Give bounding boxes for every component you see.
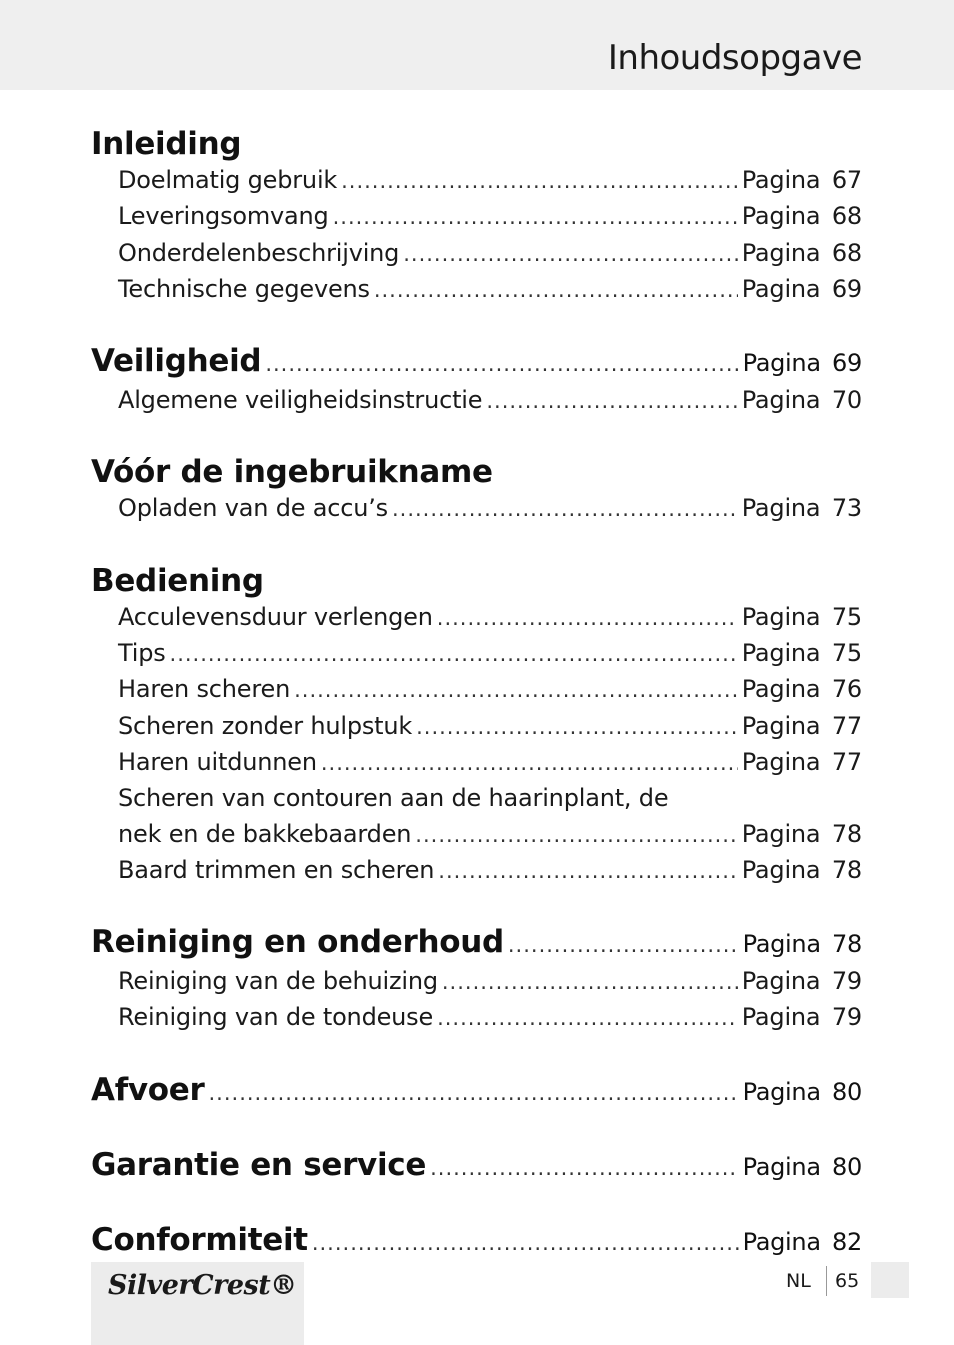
toc-entry[interactable] — [118, 383, 862, 419]
toc-entry[interactable] — [118, 199, 862, 235]
section-title: Conformiteit — [91, 1221, 308, 1258]
toc-entry[interactable] — [118, 1000, 862, 1036]
section-heading[interactable] — [91, 923, 862, 964]
section-title: Reiniging en onderhoud — [91, 924, 504, 961]
toc-section-veiligheid — [91, 342, 862, 419]
toc-section-voor-de-ingebruikname — [91, 453, 862, 527]
section-page: Pagina 82 — [742, 1227, 862, 1256]
dot-leader — [312, 1224, 739, 1262]
entry-label: Onderdelenbeschrijving — [118, 238, 400, 267]
section-page: Pagina 78 — [742, 930, 862, 959]
toc-entry[interactable] — [118, 817, 862, 853]
entry-label: Baard trimmen en scheren — [118, 855, 435, 884]
section-title: Afvoer — [91, 1071, 205, 1108]
toc-entry[interactable] — [118, 745, 862, 781]
entry-label: Haren uitdunnen — [118, 747, 317, 776]
dot-leader — [265, 345, 738, 383]
section-title: Vóór de ingebruikname — [91, 454, 493, 491]
dot-leader — [438, 854, 737, 889]
section-page: Pagina 69 — [742, 349, 862, 378]
toc-entry[interactable] — [118, 853, 862, 889]
toc-entry[interactable] — [118, 709, 862, 745]
entry-label: Reiniging van de tondeuse — [118, 1003, 434, 1032]
dot-leader — [321, 746, 738, 781]
entry-page: Pagina 73 — [741, 494, 862, 523]
toc-entry[interactable] — [118, 491, 862, 527]
entry-page: Pagina 70 — [741, 386, 862, 415]
dot-leader — [415, 818, 737, 853]
entry-label: nek en de bakkebaarden — [118, 819, 412, 848]
language-code: NL — [786, 1270, 811, 1292]
entry-page: Pagina 78 — [741, 819, 862, 848]
dot-leader — [341, 164, 738, 199]
toc-entry[interactable] — [118, 964, 862, 1000]
section-heading[interactable] — [91, 1071, 862, 1112]
dot-leader — [437, 1001, 738, 1036]
toc-entry[interactable] — [118, 272, 862, 308]
section-page: Pagina 80 — [742, 1152, 862, 1181]
entry-page: Pagina 67 — [741, 166, 862, 194]
entry-page: Pagina 68 — [741, 238, 862, 267]
section-heading[interactable] — [91, 342, 862, 383]
entry-label: Doelmatig gebruik — [118, 166, 338, 194]
dot-leader — [403, 237, 737, 272]
toc-section-bediening — [91, 562, 862, 889]
section-heading[interactable] — [91, 1221, 862, 1262]
toc-section-reiniging-en-onderhoud — [91, 923, 862, 1037]
section-heading[interactable] — [91, 1146, 862, 1187]
entry-label: Reiniging van de behuizing — [118, 967, 438, 996]
toc-section-afvoer — [91, 1071, 862, 1112]
page-title: Inhoudsopgave — [607, 38, 862, 78]
section-heading[interactable] — [91, 562, 862, 600]
toc-section-garantie-en-service — [91, 1146, 862, 1187]
entry-label: Scheren zonder hulpstuk — [118, 711, 413, 740]
toc-entry[interactable] — [118, 236, 862, 272]
entry-label: Acculevensduur verlengen — [118, 602, 433, 631]
dot-leader — [430, 1149, 739, 1187]
toc-section-conformiteit — [91, 1221, 862, 1262]
toc-entry-first-line[interactable] — [118, 781, 862, 816]
dot-leader — [392, 492, 738, 527]
entry-page: Pagina 75 — [741, 639, 862, 668]
toc-section-inleiding — [91, 125, 862, 308]
section-title: Veiligheid — [91, 343, 262, 380]
section-heading[interactable] — [91, 453, 862, 491]
dot-leader — [437, 601, 738, 636]
dot-leader — [170, 637, 738, 672]
footer-tab-marker — [871, 1262, 909, 1298]
toc-entry[interactable] — [118, 163, 862, 199]
toc-entry[interactable] — [118, 636, 862, 672]
entry-page: Pagina 76 — [741, 675, 862, 704]
entry-label: Technische gegevens — [118, 274, 370, 303]
section-page: Pagina 80 — [742, 1077, 862, 1106]
dot-leader — [333, 200, 738, 235]
dot-leader — [442, 965, 738, 1000]
entry-label: Tips — [118, 639, 166, 668]
entry-page: Pagina 79 — [741, 1003, 862, 1032]
entry-page: Pagina 78 — [741, 855, 862, 884]
toc-entry[interactable] — [118, 600, 862, 636]
entry-page: Pagina 75 — [741, 602, 862, 631]
entry-page: Pagina 69 — [741, 274, 862, 303]
section-title: Garantie en service — [91, 1146, 427, 1183]
dot-leader — [294, 673, 738, 708]
entry-label: Haren scheren — [118, 675, 291, 704]
table-of-contents — [91, 125, 862, 1262]
dot-leader — [486, 384, 737, 419]
dot-leader — [416, 710, 738, 745]
entry-label: Leveringsomvang — [118, 202, 329, 231]
entry-page: Pagina 79 — [741, 967, 862, 996]
toc-entry[interactable] — [118, 672, 862, 708]
section-title: Bediening — [91, 562, 264, 599]
entry-label: Opladen van de accu’s — [118, 494, 388, 523]
entry-page: Pagina 77 — [741, 711, 862, 740]
dot-leader — [374, 273, 738, 308]
section-title: Inleiding — [91, 126, 242, 162]
entry-page: Pagina 77 — [741, 747, 862, 776]
entry-page: Pagina 68 — [741, 202, 862, 231]
entry-label: Algemene veiligheidsinstructie — [118, 386, 483, 415]
dot-leader — [209, 1074, 739, 1112]
page-number: 65 — [835, 1270, 860, 1292]
footer-divider — [826, 1266, 827, 1296]
entry-label: Scheren van contouren aan de haarinplant, de — [118, 784, 669, 813]
section-heading[interactable] — [91, 125, 862, 163]
dot-leader — [508, 926, 739, 964]
brand-logo: SilverCrest® — [108, 1270, 297, 1301]
